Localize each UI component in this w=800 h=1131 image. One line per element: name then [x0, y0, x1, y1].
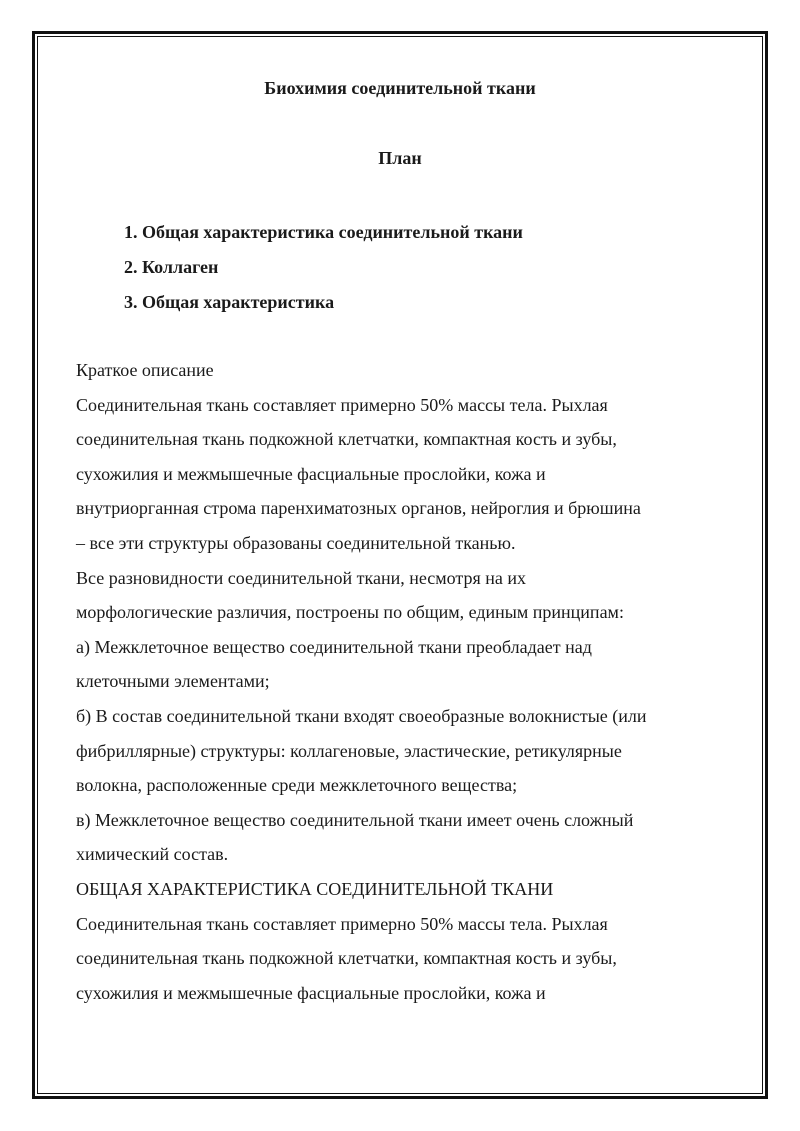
body-line: Краткое описание — [76, 360, 214, 380]
body-line: б) В состав соединительной ткани входят своеобразные волокнистые (или — [76, 705, 647, 726]
body-line: морфологические различия, построены по общим, единым принципам: — [76, 602, 624, 623]
body-line: в) Межклеточное вещество соединительной ткани имеет очень сложный — [76, 809, 634, 830]
body-line: Соединительная ткань составляет примерно 50% массы тела. Рыхлая — [76, 913, 608, 934]
plan-item: 2. Коллаген — [124, 257, 219, 277]
plan-item: 3. Общая характеристика — [124, 292, 335, 312]
body-line: сухожилия и межмышечные фасциальные прослойки, кожа и — [76, 463, 546, 484]
document-title: Биохимия соединительной ткани — [264, 78, 536, 98]
plan-item: 1. Общая характеристика соединительной ткани — [124, 222, 523, 242]
body-line: – все эти структуры образованы соединительной тканью. — [76, 532, 516, 553]
plan-heading: План — [378, 148, 422, 168]
body-line: Все разновидности соединительной ткани, несмотря на их — [76, 567, 527, 588]
body-line: Соединительная ткань составляет примерно 50% массы тела. Рыхлая — [76, 394, 608, 415]
body-line: соединительная ткань подкожной клетчатки, компактная кость и зубы, — [76, 948, 617, 969]
body-line: соединительная ткань подкожной клетчатки, компактная кость и зубы, — [76, 429, 617, 450]
body-line: фибриллярные) структуры: коллагеновые, эластические, ретикулярные — [76, 740, 622, 761]
section-heading: ОБЩАЯ ХАРАКТЕРИСТИКА СОЕДИНИТЕЛЬНОЙ ТКАНИ — [76, 878, 554, 899]
body-line: внутриорганная строма паренхиматозных органов, нейроглия и брюшина — [76, 498, 641, 519]
body-line: химический состав. — [76, 844, 229, 865]
body-line: а) Межклеточное вещество соединительной ткани преобладает над — [76, 636, 592, 657]
document-body — [76, 353, 736, 1010]
body-line: волокна, расположенные среди межклеточного вещества; — [76, 775, 518, 796]
body-line: сухожилия и межмышечные фасциальные прослойки, кожа и — [76, 982, 546, 1003]
plan-list — [124, 215, 523, 320]
body-line: клеточными элементами; — [76, 671, 270, 692]
